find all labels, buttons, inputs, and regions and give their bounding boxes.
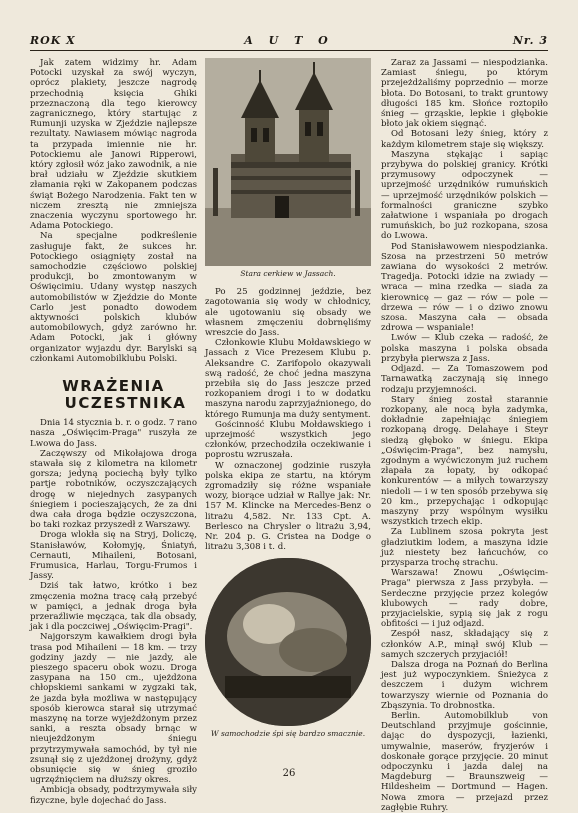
paragraph: Dnia 14 stycznia b. r. o godz. 7 rano nasza „Oświęcim-Praga" ruszyła ze Lwowa do Jass. [30,418,197,449]
paragraph: Gościnność Klubu Mołdawskiego i uprzejmość wszystkich jego członków, przechodziła oczekiwanie i poprostu wzruszała. [205,419,371,461]
paragraph: Członkowie Klubu Mołdawskiego w Jassach z Vice Prezesem Klubu p. Aleksandre C. Zarifopolo okazywali swą radość, że choć jedna maszyna przebiła się do Jass jeszcze przed rozkopaniem drogi i to w dodatku maszyna narodu zaprzyjaźnionego, do którego Rumunja ma duży sentyment. [205,338,372,420]
header-issue-number: Nr. 3 [512,34,548,47]
church-illustration [205,58,371,266]
paragraph: Na specjalne podkreślenie zasługuje fakt, że sukces hr. Potockiego osiągnięty został na samochodzie częściowo polskiej produkcji, bo zmontowanym w Oświęcimiu. Udany występ naszych automobilistów w Zjeździe do Monte Carlo jest ponadto dowodem aktywności polskich klubów automobilowych, gdyż zarówno hr. Adam Potocki, jak i główny organizator wyjazdu dyr. Barylski są członkami Automobilklubu Polski. [30,231,197,364]
page-number: 26 [282,768,296,779]
paragraph: Jak zatem widzimy hr. Adam Potocki uzyskał za swój wyczyn, oprócz plakiety, jeszcze nagrodę przechodnią księcia Ghiki przeznaczoną dla tego kierowcy zagranicznego, który startując z Rumunji uzyska w Zjeździe najlepsze rezultaty. Nawiasem mówiąc nagroda ta przypada imiennie nie hr. Potockiemu ale Janowi Ripperowi, który zgłosił wóz jako zawodnik, a nie brał udziału w Zjeździe skutkiem złamania ręki w Zakopanem podczas świąt Bożego Narodzenia. Fakt ten w niczem zresztą nie zmniejsza znaczenia wyczynu sportowego hr. Adama Potockiego. [30,58,197,232]
column-middle [205,58,371,748]
paragraph: Zaraz za Jassami — niespodzianka. Zamiast śniegu, po którym przejeżdżaliśmy poprzednio — morze błota. Do Botosani, to trakt gruntowy długości 185 km. Słońce roztopiło śnieg — grząskie, lepkie i głębokie błoto jak okiem sięgnąć. [381,58,548,130]
paragraph: Za Lublinem szosa pokryta jest gładziutkim lodem, a maszyna idzie już niestety bez łańcuchów, co przysparza trochę strachu. [381,527,548,568]
article-title [30,378,197,412]
paragraph: Lwów — Klub czeka — radość, że polska maszyna i polska obsada przybyła pierwsza z Jass. [381,333,548,364]
paragraph: Dziś tak łatwo, krótko i bez zmęczenia można tracę całą przebyć w pamięci, a jednak droga była przeraźliwie męcząca, tak dla obsady, jak i dla poczciwej „Oświęcim-Pragi". [30,581,197,633]
paragraph: Berlin. Automobilklub von Deutschland przyjmuje gościnnie, dając do dyspozycji, łazienki, umywalnie, maserów, fryzjerów i doskonałe gorące przyjęcie. 20 minut odpoczynku i jazda dalej na Magdeburg — Braunszweig — Hildesheim — Dortmund — Hagen. Nowa zmora — przejazd przez zagłębie Ruhry. [381,711,548,813]
header-volume: ROK X [30,34,76,47]
article-title-line2: UCZESTNIKA [64,394,187,413]
article-title-line1: WRAŻENIA [62,377,165,396]
sleeping-passenger-photo [205,558,371,726]
paragraph: Zespół nasz, składający się z członków A.P., minął swój Klub — samych szczerych przyjaciół! [381,629,548,660]
church-photo [205,58,371,266]
paragraph: Najgorszym kawałkiem drogi była trasa pod Mihaileni — 18 km. — trzy godziny jazdy — nie jazdy, ale pieszego spaceru obok wozu. Droga zasypana na 150 cm., ujeżdżona chłopskiemi sankami w zygzaki tak, że jazda była możliwa w następujący sposób kierowca starał się utrzymać maszynę na torze wyjeżdżonym przez sanki, a reszta obsady brnąc w nieujeżdżonym śniegu przytrzymywała samochód, by tył nie zsunął się z ujeżdżonej drożyny, gdyż obsunięcie się w śnieg groziło ugrzęźnięciem na dłuższy okres. [30,632,197,786]
photo-caption: Stara cerkiew w Jassach. [240,269,336,278]
paragraph: Od Botosani leży śnieg, który z każdym kilometrem staje się większy. [381,129,548,150]
paragraph: Droga wlokła się na Stryj, Doliczę, Stanisławów, Kołomyję, Śniatyń, Cernauti, Mihaileni, Botosani, Frumusica, Harlau, Torgu-Frumos i Jassy. [30,530,197,582]
car-interior-illustration [205,558,371,726]
paragraph: W oznaczonej godzinie ruszyła polska ekipa ze startu, na którym zgromadziły się różne wspaniałe wozy, biorące udział w Rallye jak: Nr. 157 M. Klincke na Mercedes-Benz o litrażu 4,582. Nr. 133 Cpt. A. Berlesco na Chrysler o litrażu 3,94, Nr. 204 p. G. Cristea na Dodge o litrażu 3,308 i t. d. [205,460,371,553]
paragraph: Po 25 godzinnej jeździe, bez zagotowania się wody w chłodnicy, ale ugotowaniu się obsady we własnem zmęczeniu dobrnęliśmy wreszcie do Jass. [205,287,371,339]
paragraph: Pod Stanisławowem niespodzianka. Szosa na przestrzeni 50 metrów zawiana do wysokości 2 metrów. Tragedja. Potocki idzie na zwiady — wraca — mina rzedka — siada za kierownicę — gaz — rów — pole — drzewa — rów — i o dziwo znowu szosa. Maszyna cała — obsada zdrowa — wspaniale! [381,241,548,334]
paragraph: Ambicja obsady, podtrzymywała siły fizyczne, byle dojechać do Jass. [30,785,197,806]
paragraph: Warszawa! Znowu „Oświęcim-Praga" pierwsza z Jass przybyła. — Serdeczne przyjęcie przez kolegów klubowych — rady dobre, przyjacielskie, sypią się jak z rogu obfitości — i już odjazd. [381,568,548,630]
column-left [30,58,197,806]
paragraph: Odjazd. — Za Tomaszowem pod Tarnawatką zaczynają się innego rodzaju przyjemności. [381,364,548,395]
paragraph: Stary śnieg został starannie rozkopany, ale nocą była zadymka, dokładnie zapełniając śniegiem rozkopaną drogę. Delahaye i Steyr siedzą głęboko w śniegu. Ekipa „Oświęcim-Praga", bez namysłu, zgodnym a wyćwiczonym już ruchem złapała za łopaty, by odkopać konkurentów — a miłych towarzyszy niedoli — i w ten sposób przebywa się 20 km., przepychając i odkopując maszyny przy wspólnym wysiłku wszystkich trzech ekip. [381,394,548,528]
paragraph: Maszyna stękając i sapiąc przybywa do polskiej granicy. Krótki przymusowy odpoczynek — uprzejmość urzędników rumuńskich — uprzejmość urzędników polskich — formalności graniczne szybko załatwione i wspaniała po drogach rumuńskich, bo już rozkopana, szosa do Lwowa. [381,149,548,242]
paragraph: Dalsza droga na Poznań do Berlina jest już wypoczynkiem. Śnieżyca z deszczem i dużym wichrem towarzyszy wiernie od Poznania do Zbąszynia. To drobnostka. [381,659,548,711]
column-right [381,58,548,813]
photo-caption: W samochodzie śpi się bardzo smacznie. [210,729,366,739]
running-header [30,30,548,51]
header-magazine-title: A U T O [244,34,334,47]
paragraph: Zaczęwszy od Mikołajowa droga stawała się z kilometra na kilometr gorsza; jedyną pociechą były tylko partje robotników, oczyszczających drogę w niejednych zasypanych śniegiem i pocieszających, że za dni dwa cała droga będzie oczyszczona, bo taki rozkaz przyszedł z Warszawy. [30,448,197,531]
